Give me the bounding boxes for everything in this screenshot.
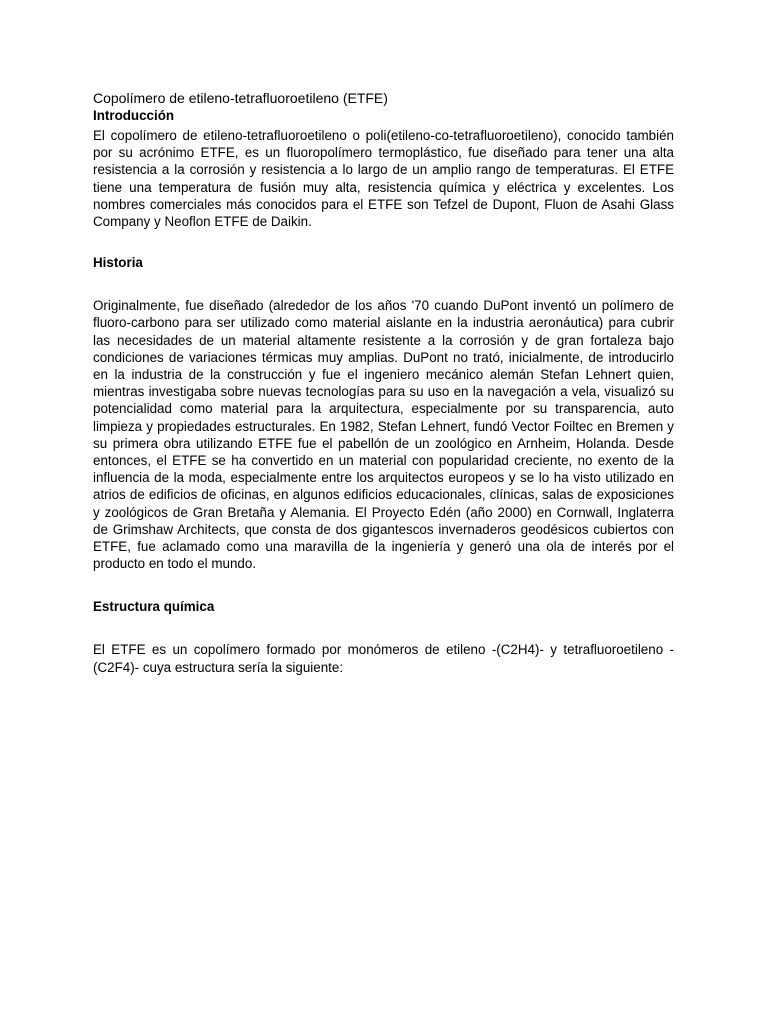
heading-estructura-quimica: Estructura química [93, 599, 215, 615]
paragraph-introduccion: El copolímero de etileno-tetrafluoroetileno o poli(etileno-co-tetrafluoroetileno), conocido también por su acrónimo ETFE, es un fluoropolímero termoplástico, fue diseñado para tener una alta resistencia a la corrosión y resistencia a lo largo de un amplio rango de temperaturas. El ETFE tiene una temperatura de fusión muy alta, resistencia química y eléctrica y excelentes. Los nombres comerciales más conocidos para el ETFE son Tefzel de Dupont, Fluon de Asahi Glass Company y Neoflon ETFE de Daikin. [93, 128, 674, 230]
heading-historia: Historia [93, 255, 143, 271]
paragraph-historia: Originalmente, fue diseñado (alrededor de los años '70 cuando DuPont inventó un polímero de fluoro-carbono para ser utilizado como material aislante en la industria aeronáutica) para cubrir las necesidades de un material altamente resistente a la corrosión y de gran fortaleza bajo condiciones de variaciones térmicas muy amplias. DuPont no trató, inicialmente, de introducirlo en la industria de la construcción y fue el ingeniero mecánico alemán Stefan Lehnert quien, mientras investigaba sobre nuevas tecnologías para su uso en la navegación a vela, visualizó su potencialidad como material para la arquitectura, especialmente por su transparencia, auto limpieza y propiedades estructurales. En 1982, Stefan Lehnert, fundó Vector Foiltec en Bremen y su primera obra utilizando ETFE fue el pabellón de un zoológico en Arnheim, Holanda. Desde entonces, el ETFE se ha convertido en un material con popularidad creciente, no exento de la influencia de la moda, especialmente entre los arquitectos europeos y se lo ha visto utilizado en atrios de edificios de oficinas, en algunos edificios educacionales, clínicas, salas de exposiciones y zoológicos de Gran Bretaña y Alemania. El Proyecto Edén (año 2000) en Cornwall, Inglaterra de Grimshaw Architects, que consta de dos gigantescos invernaderos geodésicos cubiertos con ETFE, fue aclamado como una maravilla de la ingeniería y generó una ola de interés por el producto en todo el mundo. [93, 298, 674, 572]
heading-introduccion: Introducción [93, 108, 175, 123]
document-title: Copolímero de etileno-tetrafluoroetileno (ETFE) [93, 90, 388, 106]
paragraph-estructura-quimica: El ETFE es un copolímero formado por monómeros de etileno -(C2H4)- y tetrafluoroetileno -(C2F4)- cuya estructura sería la siguiente: [93, 642, 674, 675]
